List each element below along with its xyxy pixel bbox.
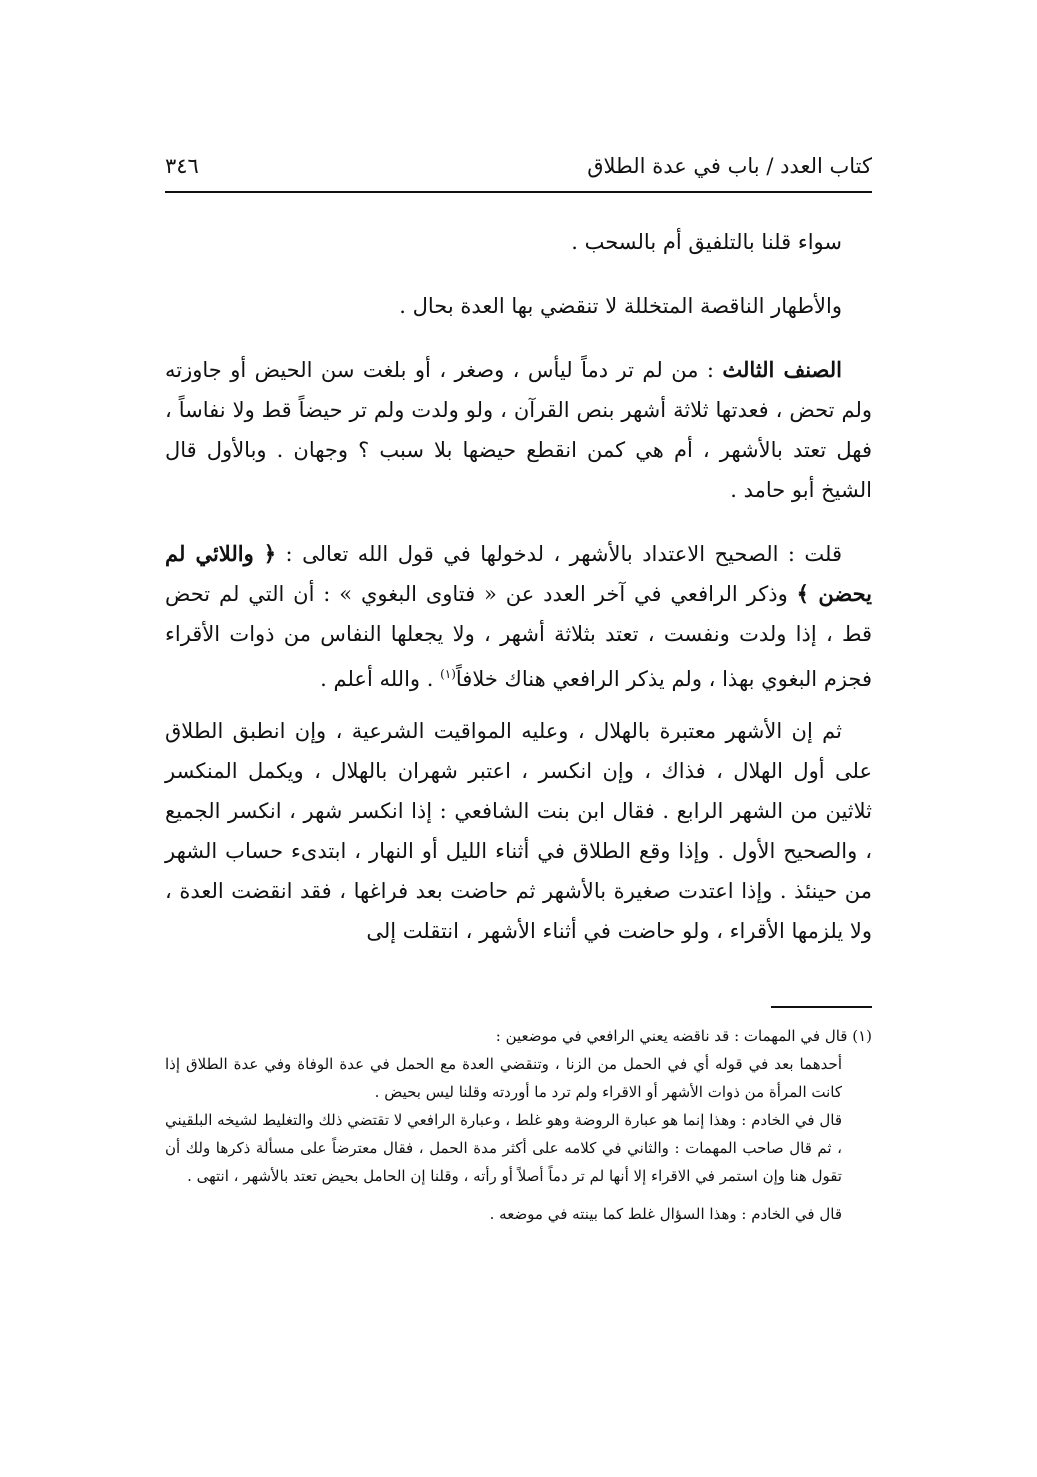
footnote-rule [771,1006,872,1008]
paragraph-1: سواء قلنا بالتلفيق أم بالسحب . [571,230,842,254]
paragraph-2: والأطهار الناقصة المتخللة لا تنقضي بها العدة بحال . [399,294,842,318]
paragraph-5: ثم إن الأشهر معتبرة بالهلال ، وعليه المواقيت الشرعية ، وإن انطبق الطلاق على أول الهلال ، فذاك ، وإن انكسر ، اعتبر شهران بالهلال ، ويكمل المنكسر ثلاثين من الشهر الرابع . فقال ابن بنت الشافعي : إذا انكسر شهر ، انكسر الجميع ، والصحيح الأول . وإذا وقع الطلاق في أثناء الليل أو النهار ، ابتدىء حساب الشهر من حينئذ . وإذا اعتدت صغيرة بالأشهر ثم حاضت بعد فراغها ، فقد انقضت العدة ، ولا يلزمها الأقراء ، ولو حاضت في أثناء الأشهر ، انتقلت إلى [165,719,872,943]
main-text [165,222,872,951]
paragraph-4-mid: وذكر الرافعي في آخر العدد عن « فتاوى البغوي » : أن التي لم تحض قط ، إذا ولدت ونفست ، تعتد بثلاثة أشهر ، ولا يجعلها النفاس من ذوات الأقراء فجزم البغوي بهذا ، ولم يذكر الرافعي هناك خلافاً [165,582,872,691]
paragraph-3 [165,350,872,510]
page-number: ٣٤٦ [165,154,199,178]
header-rule [165,191,872,193]
paragraph-3-text: : من لم تر دماً ليأس ، وصغر ، أو بلغت سن الحيض أو جاوزته ولم تحض ، فعدتها ثلاثة أشهر بنص القرآن ، ولو ولدت ولم تر حيضاً قط ولا نفاساً ، فهل تعتد بالأشهر ، أم هي كمن انقطع حيضها بلا سبب ؟ وجهان . وبالأول قال الشيخ أبو حامد . [165,358,872,502]
section-label: الصنف الثالث [722,357,842,382]
running-title: كتاب العدد / باب في عدة الطلاق [587,154,872,178]
footnote-3: قال في الخادم : وهذا إنما هو عبارة الروضة وهو غلط ، وعبارة الرافعي لا تقتضي ذلك والتغليط لشيخه البلقيني ، ثم قال صاحب المهمات : والثاني في كلامه على أكثر مدة الحمل ، فقال معترضاً على مسألة ذكرها ولك أن تقول هنا وإن استمر في الاقراء إلا أنها لم تر دماً أصلاً أو رأته ، وقلنا إن الحامل بحيض تعتد بالأشهر ، انتهى . [165,1111,842,1185]
footnote-1: (١) قال في المهمات : قد ناقضه يعني الرافعي في موضعين : [495,1027,872,1045]
quran-quote: ﴿ واللائي لم يحضن ﴾ [165,541,872,606]
footnote-4: قال في الخادم : وهذا السؤال غلط كما بينته في موضعه . [489,1205,842,1223]
footnote-2: أحدهما بعد في قوله أي في الحمل من الزنا ، وتنقضي العدة مع الحمل في عدة الوفاة وفي عدة الطلاق إذا كانت المرأة من ذوات الأشهر أو الاقراء ولم ترد ما أوردته وقلنا ليس بحيض . [165,1055,842,1101]
footnotes [165,1022,872,1228]
paragraph-4 [165,534,872,699]
page-header [165,150,872,190]
paragraph-4-start: قلت : الصحيح الاعتداد بالأشهر ، لدخولها في قول الله تعالى : [276,542,843,566]
paragraph-4-end: . والله أعلم . [320,667,441,691]
footnote-marker: (١) [440,667,456,681]
